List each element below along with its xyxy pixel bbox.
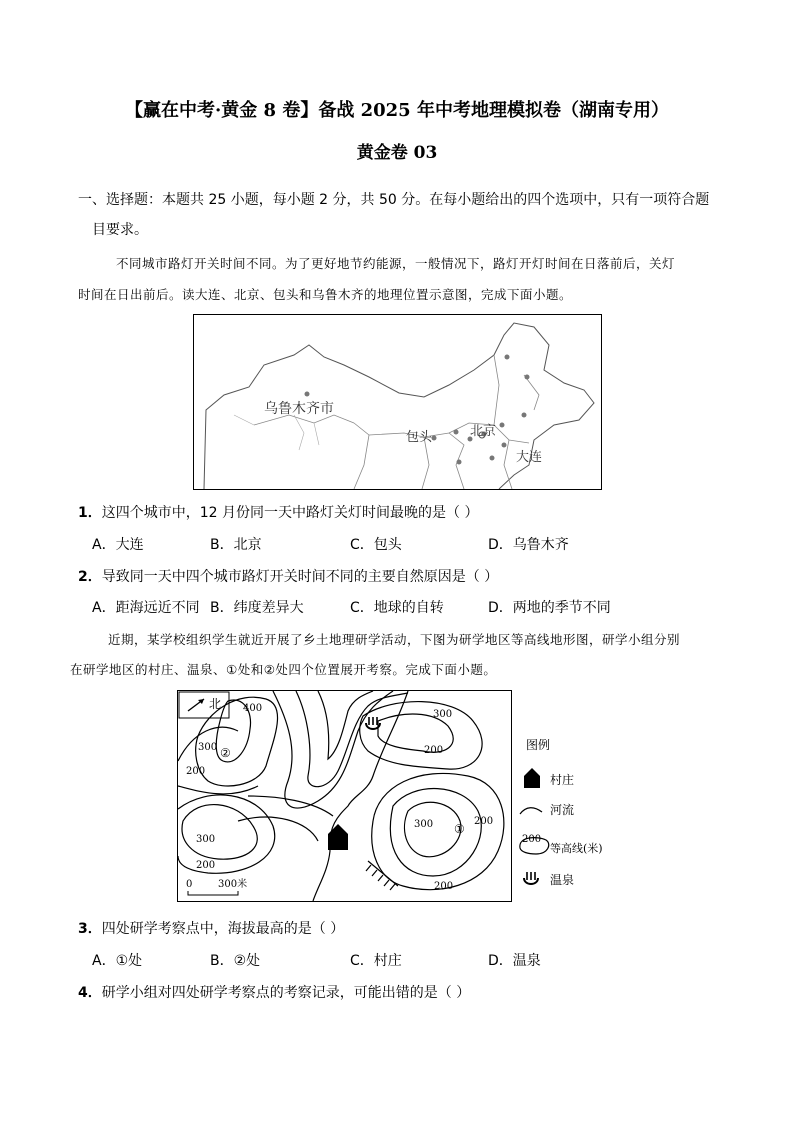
q1-option-c[interactable]: C．包头 [350, 537, 402, 553]
legend-village-icon [524, 768, 540, 788]
svg-text:400: 400 [243, 703, 263, 714]
legend-contour-value: 200 [522, 834, 542, 845]
legend-title: 图例 [526, 738, 551, 752]
passage-1-line-1: 不同城市路灯开关时间不同。为了更好地节约能源，一般情况下，路灯开灯时间在日落前后，关灯 [116, 256, 676, 271]
label-beijing: 北京 [470, 424, 497, 439]
q3-option-a[interactable]: A．①处 [92, 953, 143, 969]
q2-option-c[interactable]: C．地球的自转 [350, 600, 444, 616]
passage-1 [116, 254, 675, 272]
q3-option-c[interactable]: C．村庄 [350, 953, 402, 969]
page-title: 【赢在中考·黄金 8 卷】备战 2025 年中考地理模拟卷（湖南专用） [125, 100, 669, 121]
q1-option-b[interactable]: B．北京 [210, 537, 262, 553]
china-location-map [193, 314, 602, 490]
question-4-text: 研学小组对四处研学考察点的考察记录，可能出错的是（ ） [101, 985, 471, 1001]
svg-text:200: 200 [474, 816, 494, 827]
q2-option-b[interactable]: B．纬度差异大 [210, 600, 304, 616]
village-icon [328, 824, 348, 850]
question-3-number: 3． [78, 921, 102, 937]
svg-text:300: 300 [433, 709, 453, 720]
svg-text:200: 200 [196, 860, 216, 871]
question-3-text: 四处研学考察点中，海拔最高的是（ ） [101, 921, 345, 937]
svg-text:200: 200 [434, 881, 454, 892]
svg-text:300: 300 [196, 834, 216, 845]
question-2-text: 导致同一天中四个城市路灯开关时间不同的主要自然原因是（ ） [101, 569, 499, 585]
section-heading [78, 190, 709, 240]
passage-1b [78, 285, 572, 303]
legend-spring-icon [524, 872, 538, 884]
legend-spring: 温泉 [550, 873, 575, 887]
svg-text:200: 200 [186, 766, 206, 777]
section-line-1: 一、选择题：本题共 25 小题，每小题 2 分，共 50 分。在每小题给出的四个选项中，只有一项符合题 [78, 192, 710, 208]
q3-option-d[interactable]: D．温泉 [488, 953, 541, 969]
svg-text:200: 200 [424, 745, 444, 756]
point-2: ② [220, 746, 231, 760]
q3-option-b[interactable]: B．②处 [210, 953, 261, 969]
question-2-number: 2． [78, 569, 102, 585]
point-1: ① [454, 822, 465, 836]
question-2 [78, 566, 498, 586]
passage-2-line-2: 在研学地区的村庄、温泉、①处和②处四个位置展开考察。完成下面小题。 [70, 662, 497, 677]
north-label: 北 [209, 697, 222, 711]
question-4-number: 4． [78, 985, 102, 1001]
contour-map-svg [178, 691, 511, 901]
page-subtitle: 黄金卷 03 [356, 143, 438, 163]
scale-zero: 0 [186, 879, 193, 890]
label-baotou: 包头 [406, 430, 433, 445]
q1-option-d[interactable]: D．乌鲁木齐 [488, 537, 569, 553]
contour-map [177, 690, 512, 902]
section-line-2: 目要求。 [92, 222, 148, 238]
question-4 [78, 982, 470, 1002]
label-urumqi: 乌鲁木齐市 [264, 401, 334, 417]
question-1-number: 1． [78, 505, 102, 521]
question-1-text: 这四个城市中，12 月份同一天中路灯关灯时间最晚的是（ ） [101, 505, 479, 521]
legend-village: 村庄 [550, 773, 575, 787]
legend-river: 河流 [550, 803, 575, 817]
q2-option-d[interactable]: D．两地的季节不同 [488, 600, 611, 616]
passage-1-line-2: 时间在日出前后。读大连、北京、包头和乌鲁木齐的地理位置示意图，完成下面小题。 [78, 287, 573, 302]
passage-2-line-1: 近期，某学校组织学生就近开展了乡土地理研学活动，下图为研学地区等高线地形图，研学小组分别 [108, 632, 681, 647]
question-1 [78, 502, 478, 522]
svg-text:300: 300 [198, 742, 218, 753]
china-map-svg [194, 315, 601, 489]
svg-text:300: 300 [414, 819, 434, 830]
question-3 [78, 918, 344, 938]
passage-2 [108, 630, 680, 648]
legend-river-icon [520, 808, 542, 814]
passage-2b [70, 660, 496, 678]
map-legend [518, 736, 628, 896]
scale-dist: 300米 [218, 879, 248, 890]
label-dalian: 大连 [516, 450, 543, 465]
q2-option-a[interactable]: A．距海远近不同 [92, 600, 200, 616]
legend-contour: 等高线(米) [550, 842, 603, 855]
q1-option-a[interactable]: A．大连 [92, 537, 144, 553]
